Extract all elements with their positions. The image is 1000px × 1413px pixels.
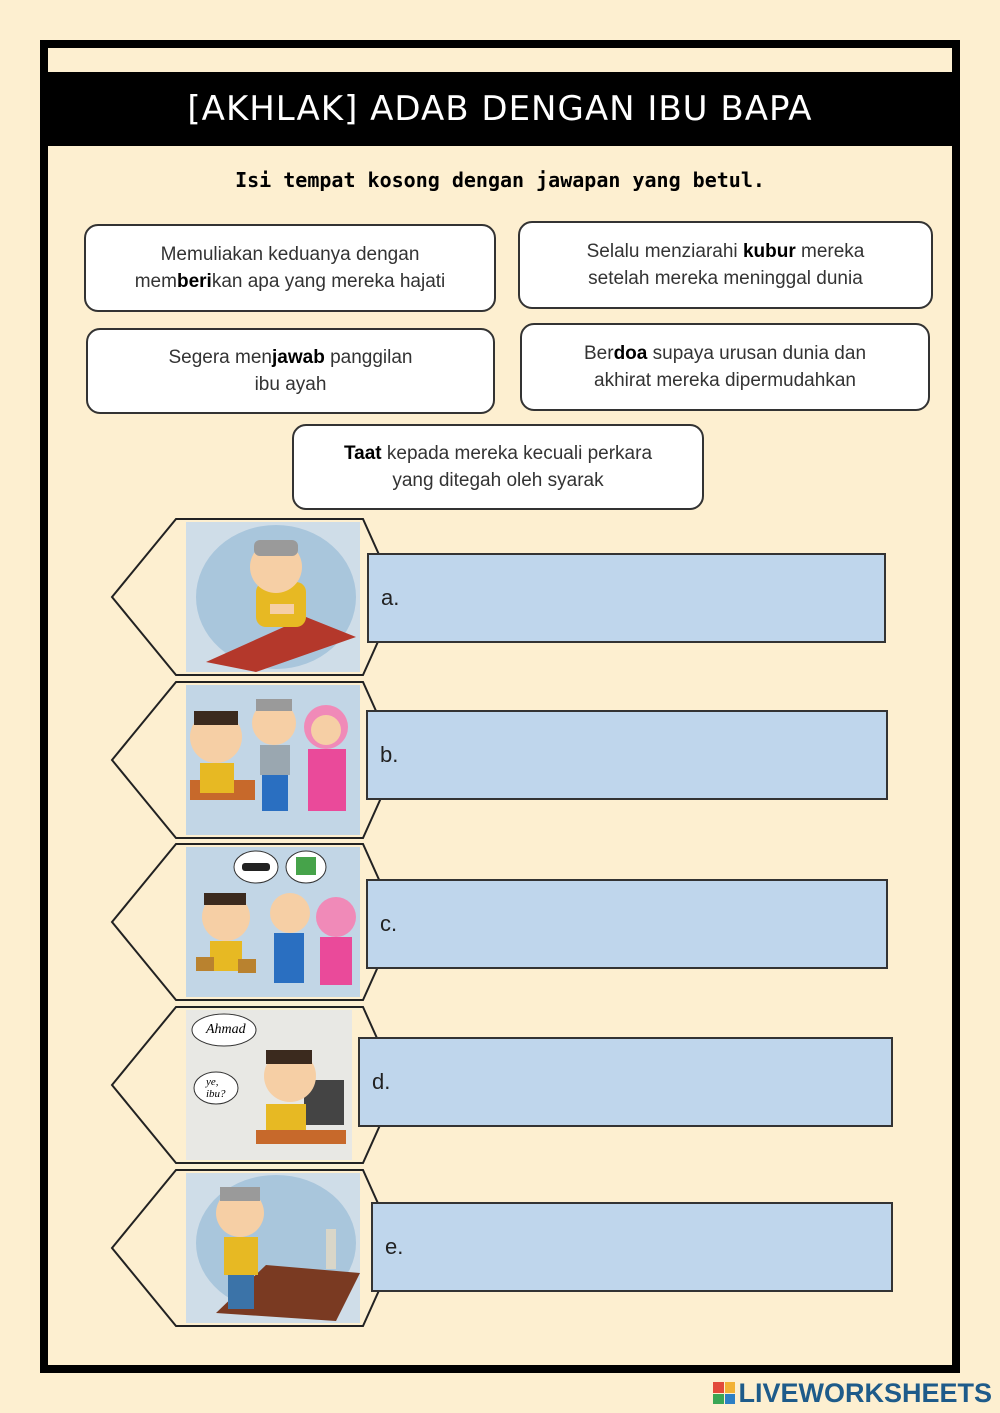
question-row-b [110, 680, 910, 840]
answer-box-a[interactable]: a. [367, 553, 886, 643]
family-icon [186, 685, 360, 835]
option-menjawab-panggilan[interactable]: Segera menjawab panggilan ibu ayah [86, 328, 495, 414]
question-row-e [110, 1168, 910, 1328]
answer-box-d[interactable]: d. [358, 1037, 893, 1127]
calling-illustration [186, 1010, 352, 1160]
speech-reply: ye, ibu? [206, 1076, 226, 1100]
speech-ahmad: Ahmad [206, 1022, 246, 1037]
answer-box-e[interactable]: e. [371, 1202, 893, 1292]
praying-man-icon [186, 522, 360, 672]
instruction-text: Isi tempat kosong dengan jawapan yang betul. [235, 168, 765, 192]
option-memuliakan[interactable]: Memuliakan keduanya dengan memberikan apa yang mereka hajati [84, 224, 496, 312]
question-row-a [110, 517, 910, 677]
grave-visit-icon [186, 1173, 360, 1323]
answer-box-c[interactable]: c. [366, 879, 888, 969]
answer-box-b[interactable]: b. [366, 710, 888, 800]
gift-icon [186, 847, 360, 997]
liveworksheets-logo-icon [713, 1382, 735, 1404]
liveworksheets-brand: LIVEWORKSHEETS [713, 1377, 992, 1409]
question-row-c [110, 842, 910, 1002]
page-title: [AKHLAK] ADAB DENGAN IBU BAPA [40, 72, 960, 146]
gift-illustration [186, 847, 360, 997]
option-berdoa[interactable]: Berdoa supaya urusan dunia dan akhirat mereka dipermudahkan [520, 323, 930, 411]
grave-visit-illustration [186, 1173, 360, 1323]
option-taat[interactable]: Taat kepada mereka kecuali perkara yang ditegah oleh syarak [292, 424, 704, 510]
family-illustration [186, 685, 360, 835]
option-menziarahi-kubur[interactable]: Selalu menziarahi kubur mereka setelah mereka meninggal dunia [518, 221, 933, 309]
praying-illustration [186, 522, 360, 672]
question-row-d [110, 1005, 910, 1165]
